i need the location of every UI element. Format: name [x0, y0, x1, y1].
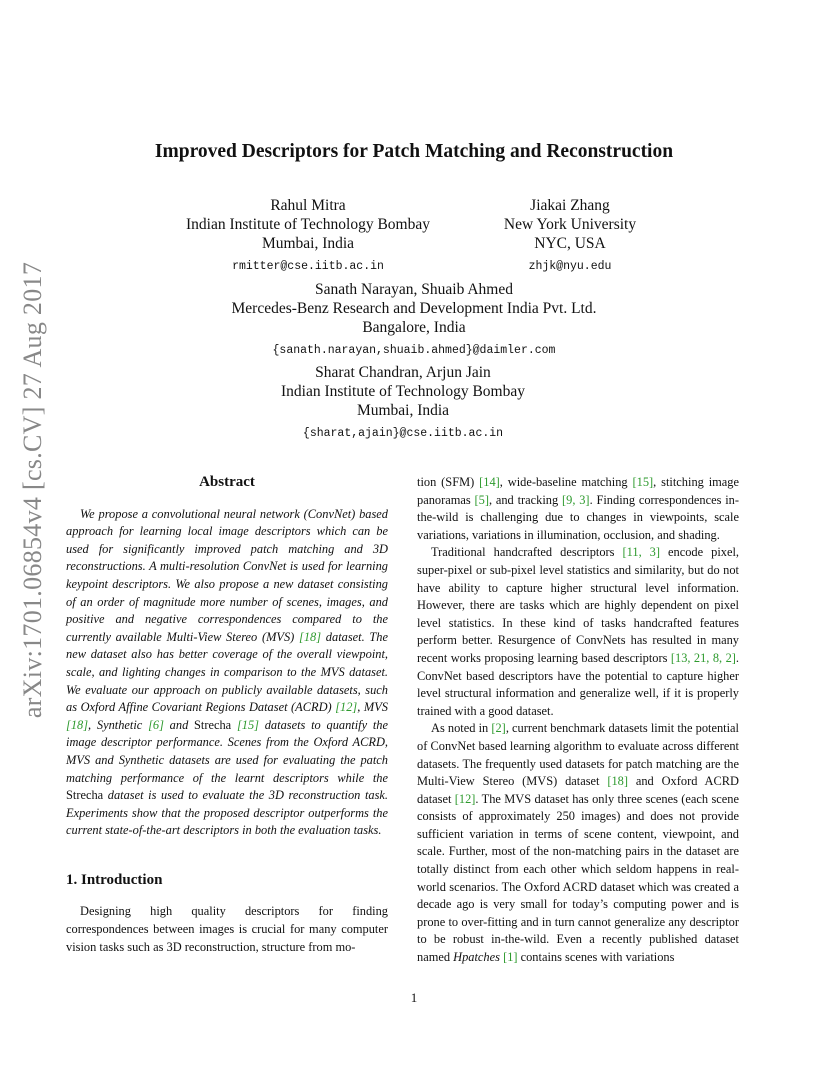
citation-link[interactable]: [15]	[236, 717, 259, 732]
citation-link[interactable]: [1]	[503, 950, 518, 965]
author-email: {sharat,ajain}@cse.iitb.ac.in	[302, 427, 504, 440]
intro-paragraph: Designing high quality descriptors for finding correspondences between images is crucial for many computer vision tasks such as 3D reconstruction, structure from mo-	[66, 904, 388, 954]
text-part: contains scenes with variations	[517, 950, 675, 965]
author-block-1	[178, 196, 438, 276]
author-affiliation: Indian Institute of Technology Bombay	[280, 383, 525, 400]
citation-link[interactable]: [18]	[299, 629, 322, 644]
text-part: Traditional handcrafted descriptors	[431, 545, 623, 560]
author-name: Sanath Narayan, Shuaib Ahmed	[314, 281, 513, 298]
text-part: , and tracking	[488, 492, 562, 507]
body-paragraph	[417, 474, 739, 544]
text-part: . The MVS dataset has only three scenes (each scene consists of approximately 250 images) and does not provide sufficient variation in terms of scene content, viewpoint, and scale. Further, most of the non-matching pairs in the dataset are totally distinct from each other which seldom happens in real-world scenarios. The Oxford ACRD dataset which was created a decade ago is very small for today’s computing power and is prone to over-fitting and in turn cannot generalize any descriptor to be robust in-the-wild. Even a recently published dataset named	[417, 791, 739, 965]
text-part: . Finding correspondences in-the-wild is challenging due to changes in viewpoints, scale variations, variations in illumination, occlusion, and shading.	[417, 492, 739, 542]
body-paragraph	[417, 544, 739, 720]
text-part: . ConvNet based descriptors have the potential to capture higher level structural information and generalize well, if it is properly trained with a good dataset.	[417, 650, 739, 718]
author-block-3	[0, 280, 828, 360]
abstract-text-part: , MVS	[357, 700, 389, 715]
citation-link[interactable]: [14]	[479, 475, 500, 489]
text-part: , stitching image panoramas	[417, 475, 739, 507]
section-heading-introduction: 1. Introduction	[66, 871, 163, 888]
citation-link[interactable]: [5]	[474, 492, 489, 507]
text-part: and Oxford ACRD dataset	[417, 774, 739, 806]
text-part: As noted in	[431, 721, 492, 736]
citation-link[interactable]: [2]	[491, 721, 506, 736]
dataset-name: Hpatches	[453, 950, 500, 965]
citation-link[interactable]: [9, 3]	[562, 492, 590, 507]
author-location: Mumbai, India	[356, 402, 450, 419]
arxiv-identifier: arXiv:1701.06854v4 [cs.CV] 27 Aug 2017	[18, 261, 47, 719]
abstract-text-part: and	[163, 717, 195, 732]
citation-link[interactable]: [6]	[148, 717, 164, 732]
author-location: Mumbai, India	[261, 235, 355, 252]
author-block-4	[0, 363, 806, 443]
body-paragraph	[417, 720, 739, 966]
text-part: encode pixel, super-pixel or sub-pixel level statistics and similarity, but do not have ability to capture higher structural level information. However, there are tasks which are highly dependent on pixel level statistics. In these kind of tasks handcrafted features perform better. Resurgence of ConvNets has resulted in many recent works proposing learning based descriptors	[417, 545, 740, 665]
abstract-text	[66, 506, 388, 840]
text-part: , wide-baseline matching	[499, 475, 633, 489]
author-affiliation: Indian Institute of Technology Bombay	[185, 216, 430, 233]
page-number: 1	[410, 990, 418, 1005]
citation-link[interactable]: [15]	[632, 475, 654, 489]
abstract-text-part: datasets to quantify the image descriptor performance. Scenes from the Oxford ACRD, MVS and Synthetic datasets are used for evaluating the patch matching performance of the learnt descriptors while the	[66, 717, 388, 785]
author-affiliation: New York University	[503, 216, 637, 233]
author-location: Bangalore, India	[362, 319, 466, 336]
citation-link[interactable]: [18]	[607, 774, 628, 789]
citation-link[interactable]: [11, 3]	[622, 545, 661, 560]
author-email: {sanath.narayan,shuaib.ahmed}@daimler.com	[272, 344, 556, 357]
left-column	[66, 474, 388, 956]
author-location: NYC, USA	[534, 235, 606, 252]
citation-link[interactable]: [12]	[335, 700, 358, 715]
abstract-heading: Abstract	[199, 474, 255, 490]
citation-link[interactable]: [18]	[66, 717, 89, 732]
dataset-name: Strecha	[194, 717, 232, 732]
abstract-text-part: , Synthetic	[88, 717, 149, 732]
abstract-text-part: dataset is used to evaluate the 3D reconstruction task. Experiments show that the proposed descriptor outperforms the current state-of-the-art descriptors in both the evaluation tasks.	[66, 788, 388, 838]
abstract-text-part: dataset. The new dataset also has better coverage of the overall viewpoint, scale, and lighting changes in comparison to the MVS dataset. We evaluate our approach on publicly available datasets, such as Oxford Affine Covariant Regions Dataset (ACRD)	[66, 629, 388, 715]
text-part: , current benchmark datasets limit the potential of ConvNet based learning algorithm to evaluate across different datasets. The frequently used datasets for patch matching are the Multi-View Stereo (MVS) dataset	[417, 721, 739, 789]
citation-link[interactable]: [12]	[454, 791, 476, 806]
author-name: Jiakai Zhang	[530, 197, 610, 214]
abstract-text-part: We propose a convolutional neural network (ConvNet) based approach for learning local image descriptors which can be used for significantly improved patch matching and 3D reconstructions. A multi-resolution ConvNet is used for learning keypoint descriptors. We also propose a new dataset consisting of an order of magnitude more number of scenes, images, and positive and negative correspondences compared to the currently available Multi-View Stereo (MVS)	[66, 506, 388, 644]
author-affiliation: Mercedes-Benz Research and Development India Pvt. Ltd.	[231, 300, 597, 317]
author-email: rmitter@cse.iitb.ac.in	[232, 260, 384, 273]
text-part: tion (SFM)	[417, 475, 480, 489]
author-name: Sharat Chandran, Arjun Jain	[315, 364, 491, 381]
author-email: zhjk@nyu.edu	[528, 260, 612, 273]
right-column	[417, 474, 739, 967]
dataset-name: Strecha	[66, 788, 104, 803]
citation-link[interactable]: [13, 21, 8, 2]	[670, 650, 736, 665]
author-name: Rahul Mitra	[270, 197, 346, 214]
paper-title: Improved Descriptors for Patch Matching and Reconstruction	[154, 141, 674, 162]
author-block-2	[470, 196, 670, 276]
